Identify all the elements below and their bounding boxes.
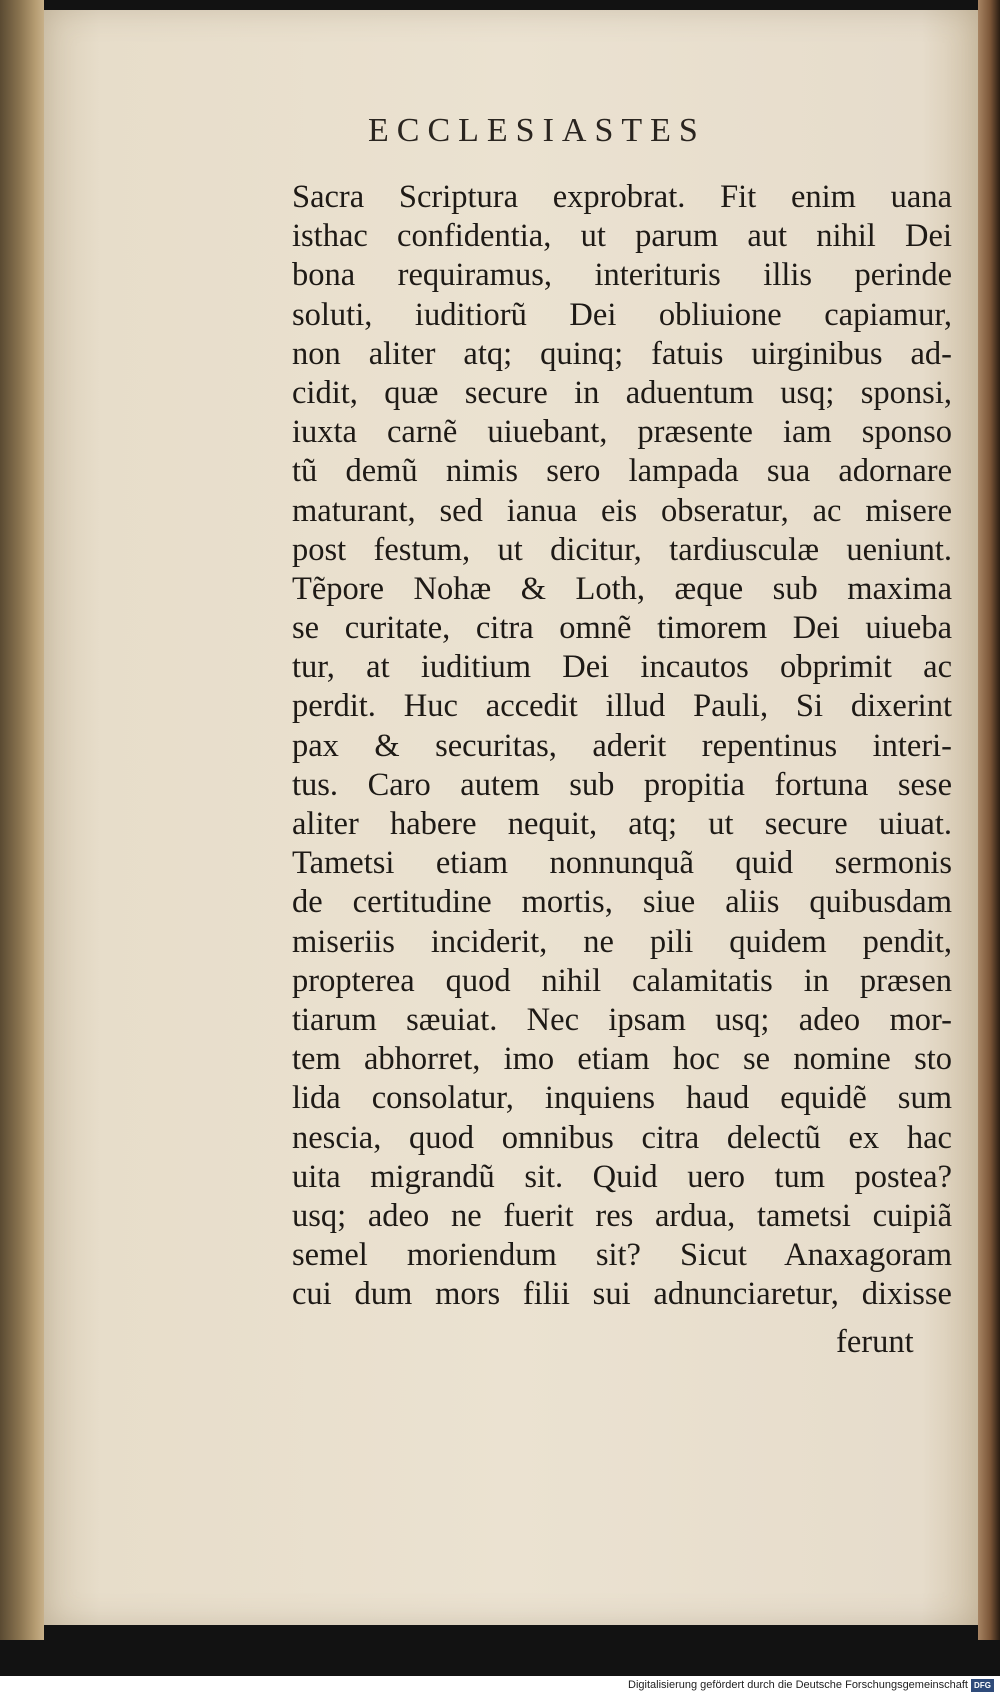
text-line: tur, at iuditium Dei incautos obprimit ac bbox=[292, 649, 952, 686]
text-line: soluti, iuditiorũ Dei obliuione capiamur, bbox=[292, 296, 952, 333]
text-line: tus. Caro autem sub propitia fortuna sese bbox=[292, 766, 952, 803]
text-line: aliter habere nequit, atq; ut secure uiuat. bbox=[292, 806, 952, 842]
text-line: cui dum mors filii sui adnunciaretur, dixisse bbox=[292, 1276, 952, 1313]
book-binding-edge bbox=[0, 0, 44, 1640]
text-line: isthac confidentia, ut parum aut nihil Dei bbox=[292, 218, 952, 255]
running-head: ECCLESIASTES bbox=[368, 112, 706, 149]
text-line: tem abhorret, imo etiam hoc se nomine sto bbox=[292, 1041, 952, 1078]
dfg-logo: DFG bbox=[971, 1679, 994, 1692]
text-line: propterea quod nihil calamitatis in præsen bbox=[292, 962, 952, 999]
text-line: post festum, ut dicitur, tardiusculæ ueniunt. bbox=[292, 531, 952, 568]
text-line: semel moriendum sit? Sicut Anaxagoram bbox=[292, 1237, 952, 1274]
text-line: nescia, quod omnibus citra delectũ ex hac bbox=[292, 1119, 952, 1156]
text-line: Sacra Scriptura exprobrat. Fit enim uana bbox=[292, 179, 952, 215]
text-line: maturant, sed ianua eis obseratur, ac misere bbox=[292, 492, 952, 529]
text-line: non aliter atq; quinq; fatuis uirginibus ad- bbox=[292, 335, 952, 372]
text-line: bona requiramus, interituris illis perinde bbox=[292, 257, 952, 294]
text-line: Tẽpore Nohæ & Loth, æque sub maxima bbox=[292, 570, 952, 607]
text-line: miseriis inciderit, ne pili quidem pendit, bbox=[292, 923, 952, 960]
text-line: tũ demũ nimis sero lampada sua adornare bbox=[292, 453, 952, 490]
text-line: usq; adeo ne fuerit res ardua, tametsi cuipiã bbox=[292, 1197, 952, 1234]
text-line: cidit, quæ secure in aduentum usq; sponsi, bbox=[292, 374, 952, 411]
text-line: perdit. Huc accedit illud Pauli, Si dixerint bbox=[292, 688, 952, 725]
text-line: uita migrandũ sit. Quid uero tum postea? bbox=[292, 1158, 952, 1195]
text-line: Tametsi etiam nonnunquã quid sermonis bbox=[292, 845, 952, 882]
text-line: tiarum sæuiat. Nec ipsam usq; adeo mor- bbox=[292, 1001, 952, 1038]
text-line: se curitate, citra omnẽ timorem Dei uiueba bbox=[292, 610, 952, 647]
page-edge bbox=[978, 0, 1000, 1640]
footer-credit: Digitalisierung gefördert durch die Deutsche Forschungsgemeinschaft bbox=[628, 1679, 968, 1691]
text-line: lida consolatur, inquiens haud equidẽ sum bbox=[292, 1080, 952, 1117]
body-text bbox=[292, 178, 952, 1314]
text-line: iuxta carnẽ uiuebant, præsente iam sponso bbox=[292, 414, 952, 451]
text-line: pax & securitas, aderit repentinus interi- bbox=[292, 727, 952, 764]
text-line: de certitudine mortis, siue aliis quibusdam bbox=[292, 884, 952, 921]
catchword: ferunt bbox=[836, 1324, 914, 1360]
